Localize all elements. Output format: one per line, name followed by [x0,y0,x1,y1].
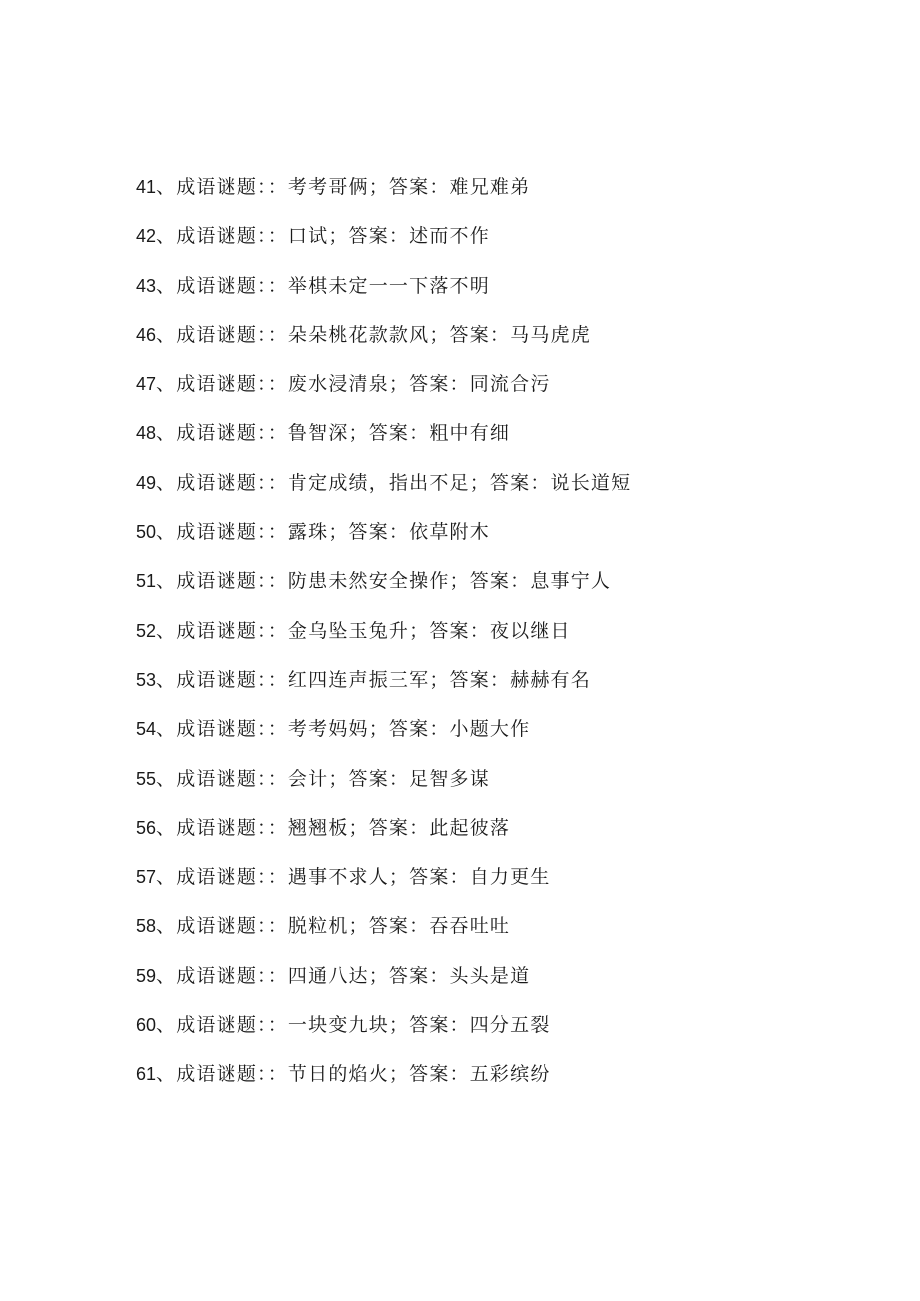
riddle-item [136,515,631,564]
riddle-text: 、成语谜题：：翘翘板；答案：此起彼落 [156,816,511,839]
riddle-text: 、成语谜题：：遇事不求人；答案：自力更生 [156,866,551,889]
riddle-number: 55 [136,768,157,789]
riddle-item [136,416,631,465]
riddle-item [136,909,631,958]
riddle-number: 57 [136,867,157,888]
riddle-item [136,762,631,811]
riddle-text: 、成语谜题：：一块变九块；答案：四分五裂 [156,1014,551,1037]
riddle-text: 、成语谜题：：举棋未定一一下落不明 [156,274,490,297]
riddle-item [136,860,631,909]
riddle-item [136,219,631,268]
riddle-text: 、成语谜题：：防患未然安全操作；答案：息事宁人 [156,570,612,593]
riddle-text: 、成语谜题：：鲁智深；答案：粗中有细 [156,422,511,445]
riddle-text: 、成语谜题：：红四连声振三军；答案：赫赫有名 [156,668,591,691]
riddle-number: 59 [136,965,157,986]
riddle-text: 、成语谜题：：肯定成绩，指出不足；答案：说长道短 [156,471,632,494]
riddle-item [136,1057,631,1106]
riddle-number: 42 [136,226,157,247]
riddle-item [136,269,631,318]
riddle-number: 46 [136,324,157,345]
riddle-number: 60 [136,1015,157,1036]
riddle-item [136,959,631,1008]
riddle-item [136,1008,631,1057]
riddle-number: 43 [136,275,157,296]
riddle-number: 56 [136,817,157,838]
riddle-number: 41 [136,177,157,197]
riddle-text: 、成语谜题：：脱粒机；答案：吞吞吐吐 [156,915,511,938]
riddle-text: 、成语谜题：：废水浸清泉；答案：同流合污 [156,373,551,396]
riddle-text: 、成语谜题：：四通八达；答案：头头是道 [156,964,531,987]
riddle-text: 、成语谜题：：考考妈妈；答案：小题大作 [156,718,531,741]
riddle-item [136,466,631,515]
riddle-number: 51 [136,571,157,592]
riddle-list [136,170,631,1107]
riddle-item [136,170,631,219]
riddle-number: 58 [136,916,157,937]
riddle-number: 48 [136,423,157,444]
riddle-number: 53 [136,669,157,690]
riddle-item [136,367,631,416]
riddle-number: 54 [136,719,157,740]
riddle-number: 52 [136,620,157,641]
riddle-number: 61 [136,1064,157,1085]
riddle-number: 50 [136,522,157,543]
riddle-text: 、成语谜题：：金乌坠玉兔升；答案：夜以继日 [156,619,571,642]
riddle-number: 49 [136,472,157,493]
riddle-item [136,614,631,663]
riddle-text: 、成语谜题：：考考哥俩；答案：难兄难弟 [156,176,531,198]
riddle-item [136,811,631,860]
riddle-item [136,318,631,367]
riddle-item [136,663,631,712]
riddle-text: 、成语谜题：：会计；答案：足智多谋 [156,767,490,790]
riddle-text: 、成语谜题：：口试；答案：述而不作 [156,225,490,248]
riddle-item [136,564,631,613]
riddle-item [136,712,631,761]
riddle-text: 、成语谜题：：节日的焰火；答案：五彩缤纷 [156,1063,551,1086]
riddle-text: 、成语谜题：：朵朵桃花款款风；答案：马马虎虎 [156,323,591,346]
riddle-number: 47 [136,374,157,395]
riddle-text: 、成语谜题：：露珠；答案：依草附木 [156,521,490,544]
